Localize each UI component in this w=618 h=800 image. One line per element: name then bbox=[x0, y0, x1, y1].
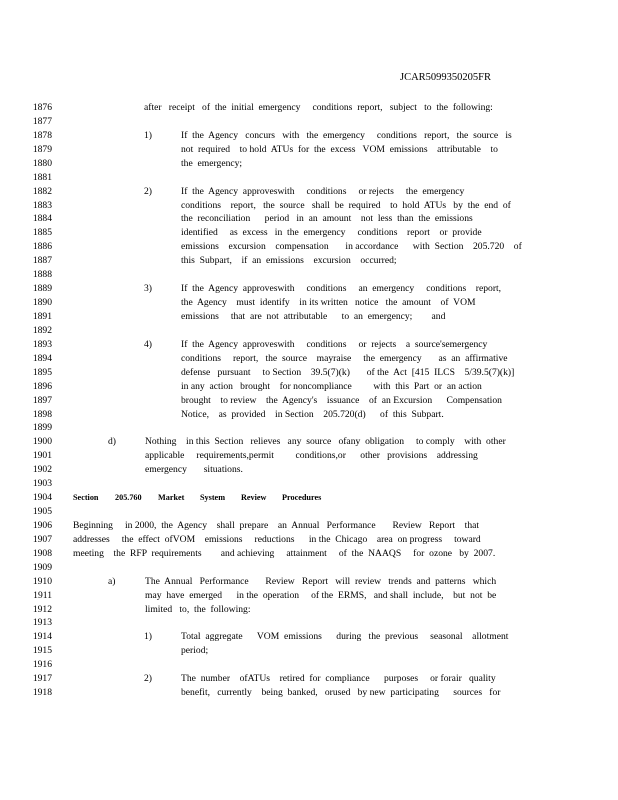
line-number: 1913 bbox=[32, 617, 52, 629]
line-text: brought to review the Agency's issuance of an Excursion Compensation bbox=[181, 394, 502, 406]
line-text: 3) bbox=[144, 283, 152, 295]
line-text: limited to, the following: bbox=[145, 603, 251, 615]
line-text: If the Agency approveswith conditions an emergency conditions report, bbox=[181, 283, 502, 295]
line-text: emissions excursion compensation in accordance with Section 205.720 of bbox=[181, 241, 522, 253]
line-number: 1897 bbox=[32, 394, 52, 406]
line-text: meeting the RFP requirements and achieving attainment of the NAAQS for ozone by 2007. bbox=[73, 547, 496, 559]
line-number: 1885 bbox=[32, 227, 52, 239]
line-text: Beginning in 2000, the Agency shall prepare an Annual Performance Review Report that bbox=[73, 519, 480, 531]
text-line bbox=[0, 143, 618, 157]
line-number: 1901 bbox=[32, 450, 52, 462]
line-number: 1904 bbox=[32, 492, 52, 503]
line-text: applicable requirements,permit conditions,or other provisions addressing bbox=[145, 450, 478, 462]
line-text: If the Agency approveswith conditions or rejects a source'semergency bbox=[181, 338, 488, 350]
text-line bbox=[0, 603, 618, 617]
line-text: The number ofATUs retired for compliance purposes or forair quality bbox=[181, 673, 496, 685]
line-text: not required to hold ATUs for the excess VOM emissions attributable to bbox=[181, 143, 498, 155]
text-line bbox=[0, 449, 618, 463]
line-number: 1879 bbox=[32, 143, 52, 155]
text-line bbox=[0, 129, 618, 143]
section-heading-part: Review bbox=[241, 493, 267, 502]
line-number: 1883 bbox=[32, 199, 52, 211]
line-text: 1) bbox=[144, 631, 152, 643]
text-line bbox=[0, 435, 618, 449]
line-number: 1895 bbox=[32, 366, 52, 378]
line-number: 1878 bbox=[32, 129, 52, 141]
line-text: The Annual Performance Review Report will review trends and patterns which bbox=[145, 575, 497, 587]
line-number: 1892 bbox=[32, 324, 52, 336]
line-number: 1908 bbox=[32, 547, 52, 559]
line-number: 1917 bbox=[32, 673, 52, 685]
text-line bbox=[0, 380, 618, 394]
line-number: 1905 bbox=[32, 506, 52, 517]
line-text: emergency situations. bbox=[145, 464, 243, 476]
line-text: Total aggregate VOM emissions during the previous seasonal allotment bbox=[181, 631, 509, 643]
line-text: conditions report, the source mayraise the emergency as an affirmative bbox=[181, 352, 508, 364]
text-line bbox=[0, 477, 618, 491]
text-line bbox=[0, 533, 618, 547]
line-text: after receipt of the initial emergency conditions report, subject to the following: bbox=[144, 102, 493, 113]
text-line bbox=[0, 171, 618, 185]
line-text: the emergency; bbox=[181, 157, 243, 169]
text-line bbox=[0, 157, 618, 171]
text-line bbox=[0, 101, 618, 115]
line-number: 1894 bbox=[32, 352, 52, 364]
page-header-code: JCAR5099350205FR bbox=[400, 72, 492, 83]
section-heading-part: System bbox=[200, 493, 226, 502]
text-line bbox=[0, 519, 618, 533]
text-line bbox=[0, 212, 618, 226]
line-text: If the Agency approveswith conditions or rejects the emergency bbox=[181, 185, 465, 197]
text-line bbox=[0, 505, 618, 519]
line-number: 1888 bbox=[32, 269, 52, 281]
line-number: 1880 bbox=[32, 157, 52, 169]
text-line bbox=[0, 240, 618, 254]
line-text: this Subpart, if an emissions excursion occurred; bbox=[181, 255, 397, 267]
line-text: benefit, currently being banked, orused by new participating sources for bbox=[181, 687, 501, 699]
line-text: 4) bbox=[144, 338, 152, 350]
line-text: a) bbox=[108, 575, 116, 587]
text-line bbox=[0, 324, 618, 338]
line-text: addresses the effect ofVOM emissions reductions in the Chicago area on progress toward bbox=[73, 533, 481, 545]
line-number: 1893 bbox=[32, 338, 52, 350]
line-number: 1902 bbox=[32, 464, 52, 476]
line-number: 1898 bbox=[32, 408, 52, 420]
line-number: 1889 bbox=[32, 283, 52, 295]
line-text: 2) bbox=[144, 185, 152, 197]
text-line bbox=[0, 310, 618, 324]
section-heading-part: Procedures bbox=[282, 493, 322, 502]
text-line bbox=[0, 185, 618, 199]
line-number: 1910 bbox=[32, 575, 52, 587]
line-text: If the Agency concurs with the emergency conditions report, the source is bbox=[181, 129, 512, 141]
line-text: Nothing in this Section relieves any source ofany obligation to comply with other bbox=[145, 436, 506, 448]
text-line bbox=[0, 282, 618, 296]
line-number: 1899 bbox=[32, 422, 52, 434]
line-number: 1918 bbox=[32, 687, 52, 699]
text-line bbox=[0, 672, 618, 686]
text-line bbox=[0, 644, 618, 658]
line-number: 1882 bbox=[32, 185, 52, 197]
line-text: period; bbox=[181, 645, 209, 657]
text-line bbox=[0, 408, 618, 422]
text-line bbox=[0, 686, 618, 700]
text-line bbox=[0, 199, 618, 213]
text-line bbox=[0, 658, 618, 672]
line-number: 1914 bbox=[32, 631, 52, 643]
section-heading-part: Section bbox=[73, 493, 99, 502]
section-heading-part: Market bbox=[158, 493, 185, 502]
line-number: 1887 bbox=[32, 255, 52, 267]
text-line bbox=[0, 254, 618, 268]
line-text: in any action brought for noncompliance with this Part or an action bbox=[181, 380, 482, 392]
text-line bbox=[0, 115, 618, 129]
line-number: 1900 bbox=[32, 436, 52, 448]
line-number: 1890 bbox=[32, 297, 52, 308]
line-number: 1884 bbox=[32, 213, 52, 225]
text-line bbox=[0, 491, 618, 505]
line-text: emissions that are not attributable to an emergency; and bbox=[181, 310, 446, 322]
line-number: 1877 bbox=[32, 115, 52, 127]
text-line bbox=[0, 352, 618, 366]
text-line bbox=[0, 589, 618, 603]
text-line bbox=[0, 226, 618, 240]
line-text: the reconciliation period in an amount not less than the emissions bbox=[181, 213, 473, 225]
text-line bbox=[0, 630, 618, 644]
line-text: 1) bbox=[144, 129, 152, 141]
section-heading-part: 205.760 bbox=[115, 493, 142, 502]
line-number: 1906 bbox=[32, 519, 52, 531]
line-number: 1881 bbox=[32, 171, 52, 183]
line-text: the Agency must identify in its written notice the amount of VOM bbox=[181, 297, 476, 308]
line-number: 1907 bbox=[32, 533, 52, 545]
text-line bbox=[0, 394, 618, 408]
line-number: 1886 bbox=[32, 241, 52, 253]
text-line bbox=[0, 561, 618, 575]
line-number: 1909 bbox=[32, 561, 52, 573]
line-number: 1911 bbox=[33, 589, 52, 601]
text-line bbox=[0, 338, 618, 352]
line-number: 1915 bbox=[32, 645, 52, 657]
text-line bbox=[0, 268, 618, 282]
line-number: 1916 bbox=[32, 659, 52, 671]
line-text: Notice, as provided in Section 205.720(d) of this Subpart. bbox=[181, 408, 444, 420]
text-line bbox=[0, 575, 618, 589]
text-line bbox=[0, 366, 618, 380]
text-line bbox=[0, 616, 618, 630]
line-text: identified as excess in the emergency conditions report or provide bbox=[181, 227, 482, 239]
line-number: 1912 bbox=[32, 603, 52, 615]
line-text: d) bbox=[108, 436, 116, 448]
line-number: 1876 bbox=[32, 102, 52, 113]
text-line bbox=[0, 296, 618, 310]
line-text: conditions report, the source shall be required to hold ATUs by the end of bbox=[181, 199, 511, 211]
text-line bbox=[0, 547, 618, 561]
line-text: defense pursuant to Section 39.5(7)(k) of the Act [415 ILCS 5/39.5(7)(k)] bbox=[181, 366, 515, 378]
line-number: 1896 bbox=[32, 380, 52, 392]
line-number: 1891 bbox=[32, 310, 52, 322]
line-text: may have emerged in the operation of the ERMS, and shall include, but not be bbox=[145, 589, 497, 601]
line-text: 2) bbox=[144, 673, 152, 685]
line-number: 1903 bbox=[32, 478, 52, 490]
text-line bbox=[0, 421, 618, 435]
text-line bbox=[0, 463, 618, 477]
